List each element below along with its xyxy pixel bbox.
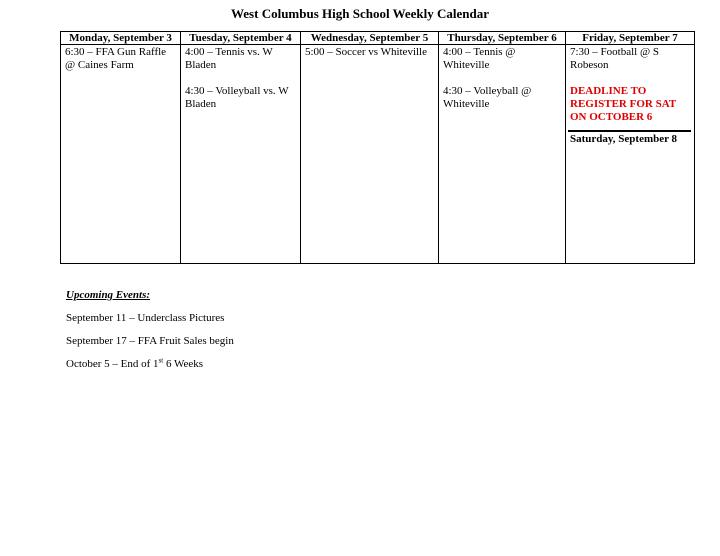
weekly-calendar-table [60, 31, 695, 264]
tuesday-event-2: 4:30 – Volleyball vs. W Bladen [185, 85, 289, 110]
monday-cell [61, 45, 181, 264]
header-wednesday: Wednesday, September 5 [301, 32, 439, 45]
wednesday-event-1: 5:00 – Soccer vs Whiteville [305, 46, 427, 58]
wednesday-cell [301, 45, 439, 264]
upcoming-event-item [66, 358, 234, 371]
page-title: West Columbus High School Weekly Calendar [231, 6, 489, 21]
header-friday: Friday, September 7 [566, 32, 695, 45]
tuesday-cell [181, 45, 301, 264]
monday-event-1: 6:30 – FFA Gun Raffle @ Caines Farm [65, 46, 167, 71]
tuesday-event-1: 4:00 – Tennis vs. W Bladen [185, 46, 273, 71]
header-tuesday: Tuesday, September 4 [181, 32, 301, 45]
thursday-event-1: 4:00 – Tennis @ Whiteville [443, 46, 516, 71]
calendar-header-row [61, 32, 695, 45]
friday-event-1: 7:30 – Football @ S Robeson [570, 46, 659, 71]
calendar-body-row [61, 45, 695, 264]
friday-cell [566, 45, 695, 264]
upcoming-events-section [66, 289, 234, 371]
header-thursday: Thursday, September 6 [439, 32, 566, 45]
upcoming-event-item: September 17 – FFA Fruit Sales begin [66, 335, 234, 347]
upcoming-event-item: September 11 – Underclass Pictures [66, 312, 225, 324]
saturday-divider [568, 130, 691, 132]
event-text-suffix: 6 Weeks [163, 358, 204, 370]
registration-deadline-notice: DEADLINE TO REGISTER FOR SAT ON OCTOBER 6 [570, 85, 676, 123]
header-saturday: Saturday, September 8 [570, 133, 678, 145]
thursday-cell [439, 45, 566, 264]
upcoming-events-heading: Upcoming Events: [66, 289, 151, 301]
ordinal-suffix: st [158, 356, 164, 365]
header-monday: Monday, September 3 [61, 32, 181, 45]
thursday-event-2: 4:30 – Volleyball @ Whiteville [443, 85, 532, 110]
event-text-prefix: October 5 – End of 1 [66, 358, 159, 370]
